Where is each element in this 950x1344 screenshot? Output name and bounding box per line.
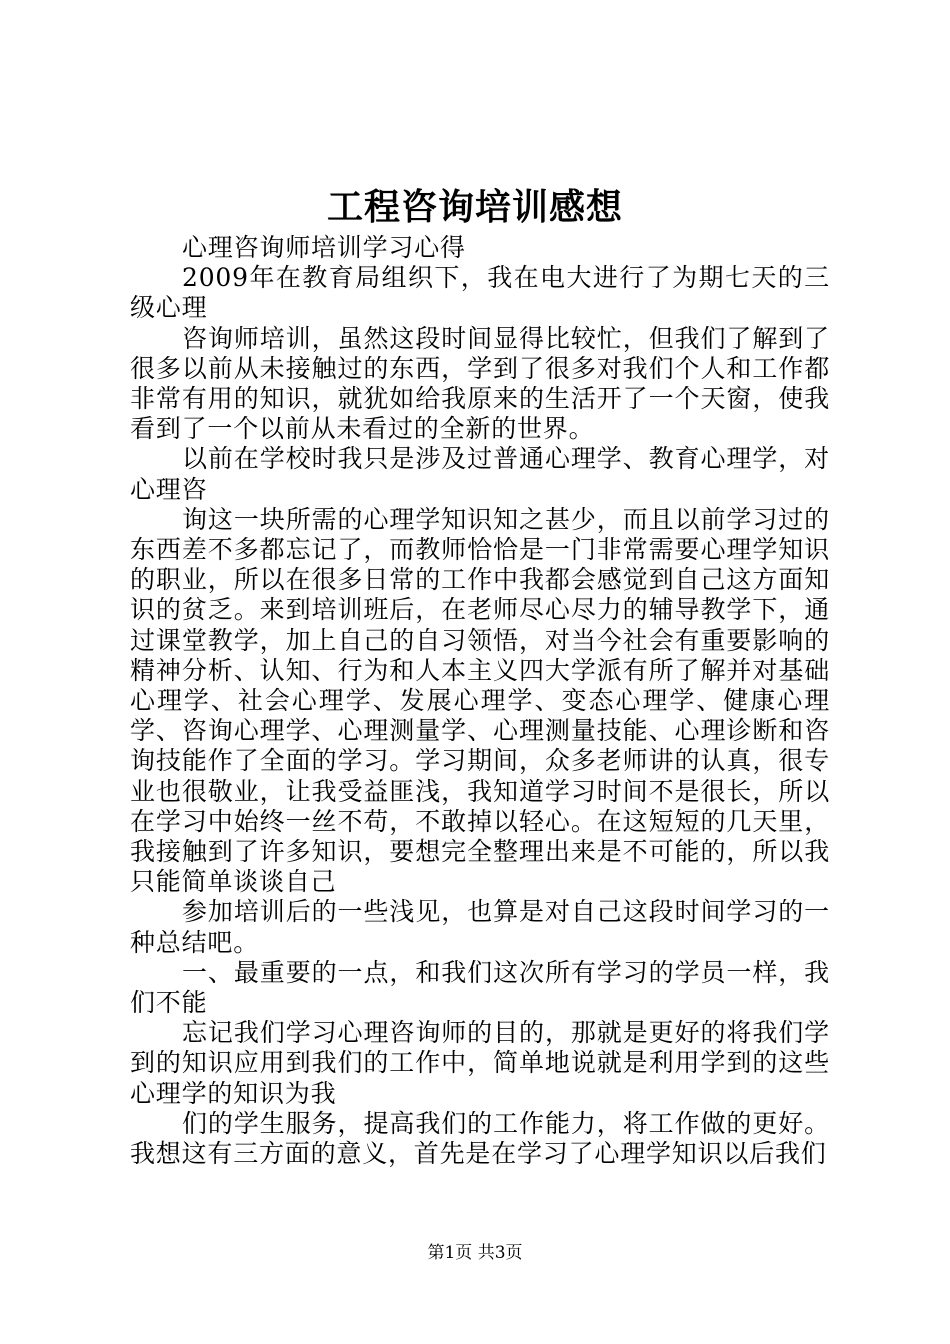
page-footer: 第1页 共3页 xyxy=(427,1243,523,1263)
paragraph: 询这一块所需的心理学知识知之甚少，而且以前学习过的东西差不多都忘记了，而教师恰恰是一门非常需要心理学知识的职业，所以在很多日常的工作中我都会感觉到自己这方面知识的贫乏。来到培训班后，在老师尽心尽力的辅导教学下，通过课堂教学，加上自己的自习领悟，对当今社会有重要影响的精神分析、认知、行为和人本主义四大学派有所了解并对基础心理学、社会心理学、发展心理学、变态心理学、健康心理学、咨询心理学、心理测量学、心理测量技能、心理诊断和咨询技能作了全面的学习。学习期间，众多老师讲的认真，很专业也很敬业，让我受益匪浅，我知道学习时间不是很长，所以在学习中始终一丝不苟，不敢掉以轻心。在这短短的几天里，我接触到了许多知识，要想完全整理出来是不可能的，所以我只能简单谈谈自己 xyxy=(130,504,830,897)
paragraph: 以前在学校时我只是涉及过普通心理学、教育心理学，对心理咨 xyxy=(130,444,830,504)
paragraph: 参加培训后的一些浅见，也算是对自己这段时间学习的一种总结吧。 xyxy=(130,897,830,957)
paragraph: 心理咨询师培训学习心得 xyxy=(182,233,466,262)
document-body xyxy=(130,233,830,1169)
paragraph: 一、最重要的一点，和我们这次所有学习的学员一样，我们不能 xyxy=(130,957,830,1018)
paragraph: 咨询师培训，虽然这段时间显得比较忙，但我们了解到了很多以前从未接触过的东西，学到了很多对我们个人和工作都非常有用的知识，就犹如给我原来的生活开了一个天窗，使我看到了一个以前从未看过的全新的世界。 xyxy=(130,323,830,444)
paragraph: 们的学生服务，提高我们的工作能力，将工作做的更好。我想这有三方面的意义，首先是在学习了心理学知识以后我们 xyxy=(130,1108,830,1169)
paragraph: 2009年在教育局组织下，我在电大进行了为期七天的三级心理 xyxy=(130,263,830,323)
paragraph: 忘记我们学习心理咨询师的目的，那就是更好的将我们学到的知识应用到我们的工作中，简单地说就是利用学到的这些心理学的知识为我 xyxy=(130,1018,830,1108)
document-title: 工程咨询培训感想 xyxy=(326,186,623,228)
